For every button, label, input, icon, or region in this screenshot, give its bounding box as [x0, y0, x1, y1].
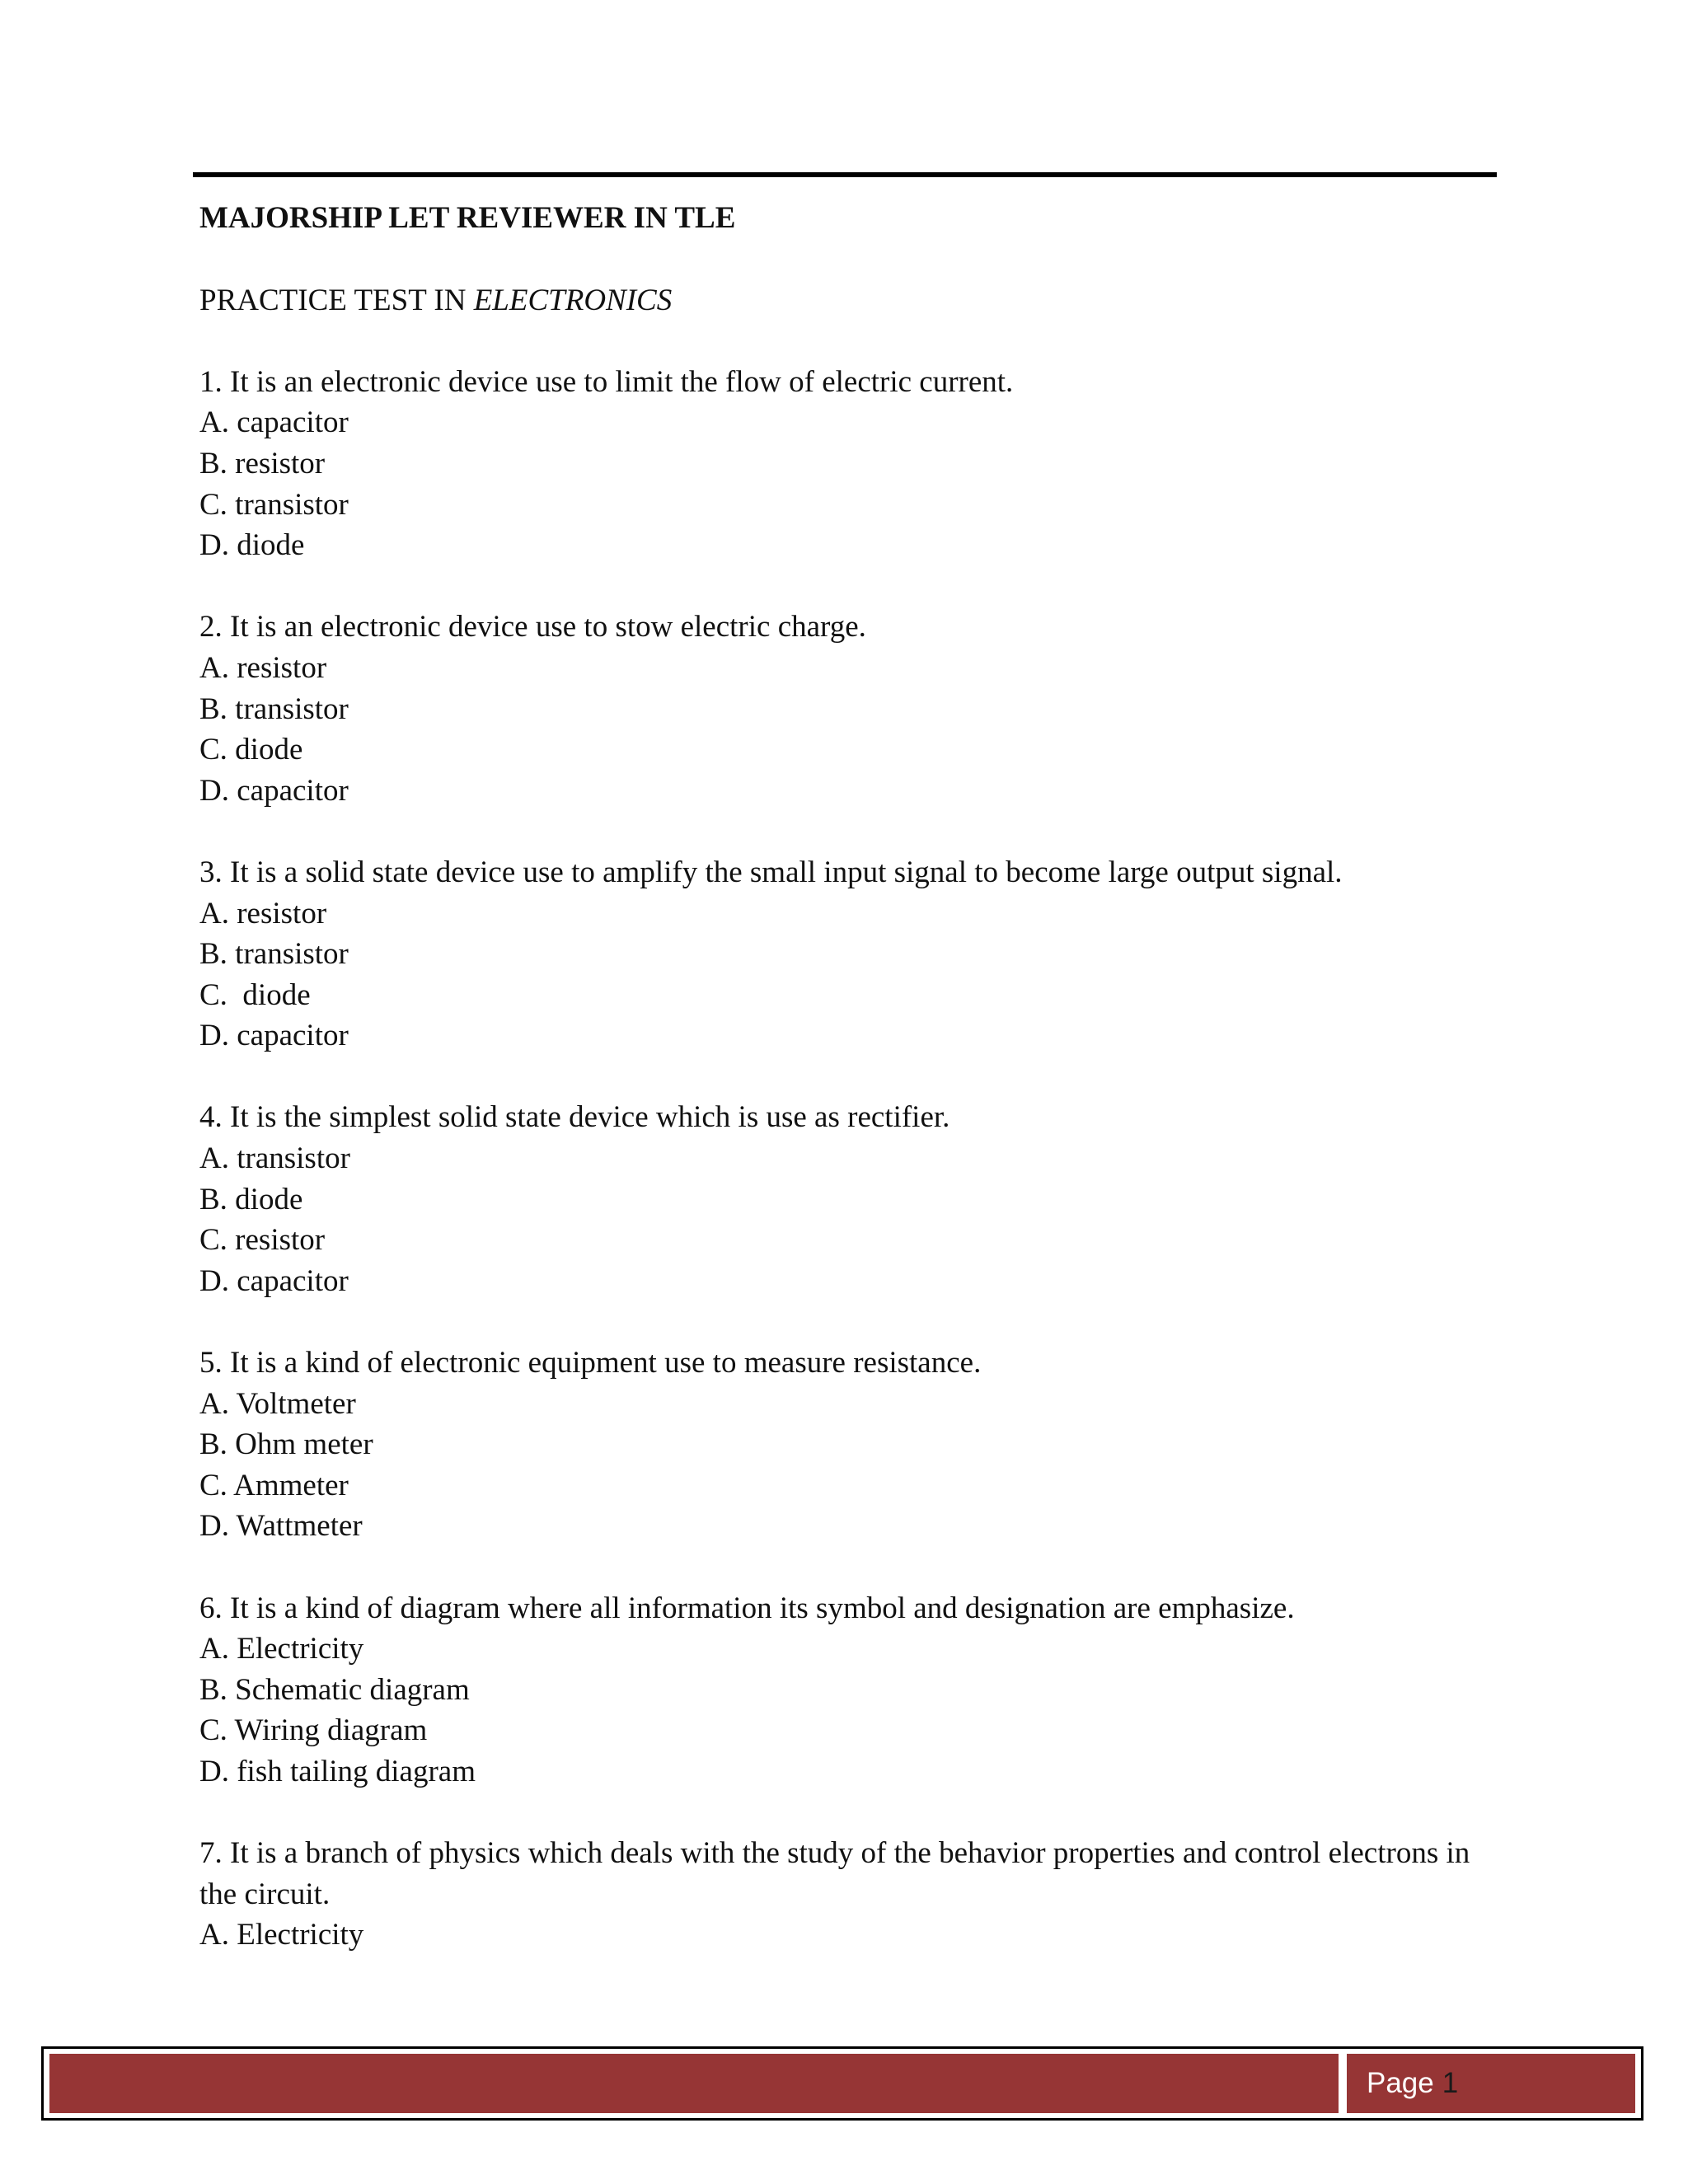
- answer-option: C. transistor: [199, 487, 349, 522]
- answer-option: C. Ammeter: [199, 1468, 349, 1502]
- question-3: [199, 852, 1502, 1057]
- page-number: 1: [1442, 2067, 1459, 2099]
- question-text: 6. It is a kind of diagram where all information its symbol and designation are emphasize.: [199, 1591, 1295, 1625]
- subtitle-prefix: PRACTICE TEST IN: [199, 283, 474, 317]
- document-title: MAJORSHIP LET REVIEWER IN TLE: [199, 201, 736, 235]
- answer-option: D. capacitor: [199, 1263, 349, 1298]
- answer-option: B. transistor: [199, 937, 349, 972]
- question-text: 7. It is a branch of physics which deals with the study of the behavior properties and control electrons in the circuit.: [199, 1836, 1478, 1911]
- answer-option: C. diode: [199, 733, 303, 767]
- answer-option: B. Ohm meter: [199, 1427, 373, 1462]
- answer-option: B. resistor: [199, 446, 326, 480]
- footer-page-box: [1347, 2054, 1635, 2113]
- document-body: [199, 198, 1502, 1956]
- question-2: [199, 607, 1502, 811]
- subtitle-emphasis: ELECTRONICS: [473, 283, 673, 317]
- question-text: 1. It is an electronic device use to limit the flow of electric current.: [199, 364, 1014, 399]
- question-7: [199, 1833, 1502, 1956]
- answer-option: A. capacitor: [199, 405, 349, 440]
- header-rule: [193, 172, 1497, 177]
- answer-option: B. diode: [199, 1182, 303, 1216]
- answer-option: C. resistor: [199, 1223, 326, 1258]
- answer-option: C. Wiring diagram: [199, 1713, 428, 1748]
- answer-option: A. resistor: [199, 650, 327, 685]
- answer-option: D. capacitor: [199, 1019, 349, 1053]
- question-text: 4. It is the simplest solid state device which is use as rectifier.: [199, 1100, 950, 1135]
- question-text: 3. It is a solid state device use to amplify the small input signal to become large output signal.: [199, 855, 1343, 889]
- footer-bar: [49, 2054, 1339, 2113]
- answer-option: D. diode: [199, 528, 305, 563]
- answer-option: A. Voltmeter: [199, 1386, 356, 1421]
- document-subtitle: [199, 280, 1502, 321]
- answer-option: B. transistor: [199, 691, 349, 726]
- answer-option: B. Schematic diagram: [199, 1672, 470, 1707]
- question-4: [199, 1097, 1502, 1301]
- question-text: 5. It is a kind of electronic equipment use to measure resistance.: [199, 1346, 982, 1380]
- question-list: [199, 362, 1502, 1956]
- question-6: [199, 1588, 1502, 1793]
- answer-option: D. fish tailing diagram: [199, 1754, 476, 1788]
- answer-option: A. Electricity: [199, 1918, 364, 1952]
- answer-option: A. transistor: [199, 1141, 350, 1176]
- question-1: [199, 362, 1502, 566]
- question-text: 2. It is an electronic device use to stow electric charge.: [199, 610, 866, 644]
- answer-option: A. resistor: [199, 896, 327, 930]
- answer-option: A. Electricity: [199, 1632, 364, 1666]
- answer-option: D. capacitor: [199, 773, 349, 808]
- page-label: Page: [1367, 2067, 1434, 2099]
- question-5: [199, 1343, 1502, 1547]
- answer-option: D. Wattmeter: [199, 1509, 363, 1544]
- answer-option: C. diode: [199, 977, 311, 1012]
